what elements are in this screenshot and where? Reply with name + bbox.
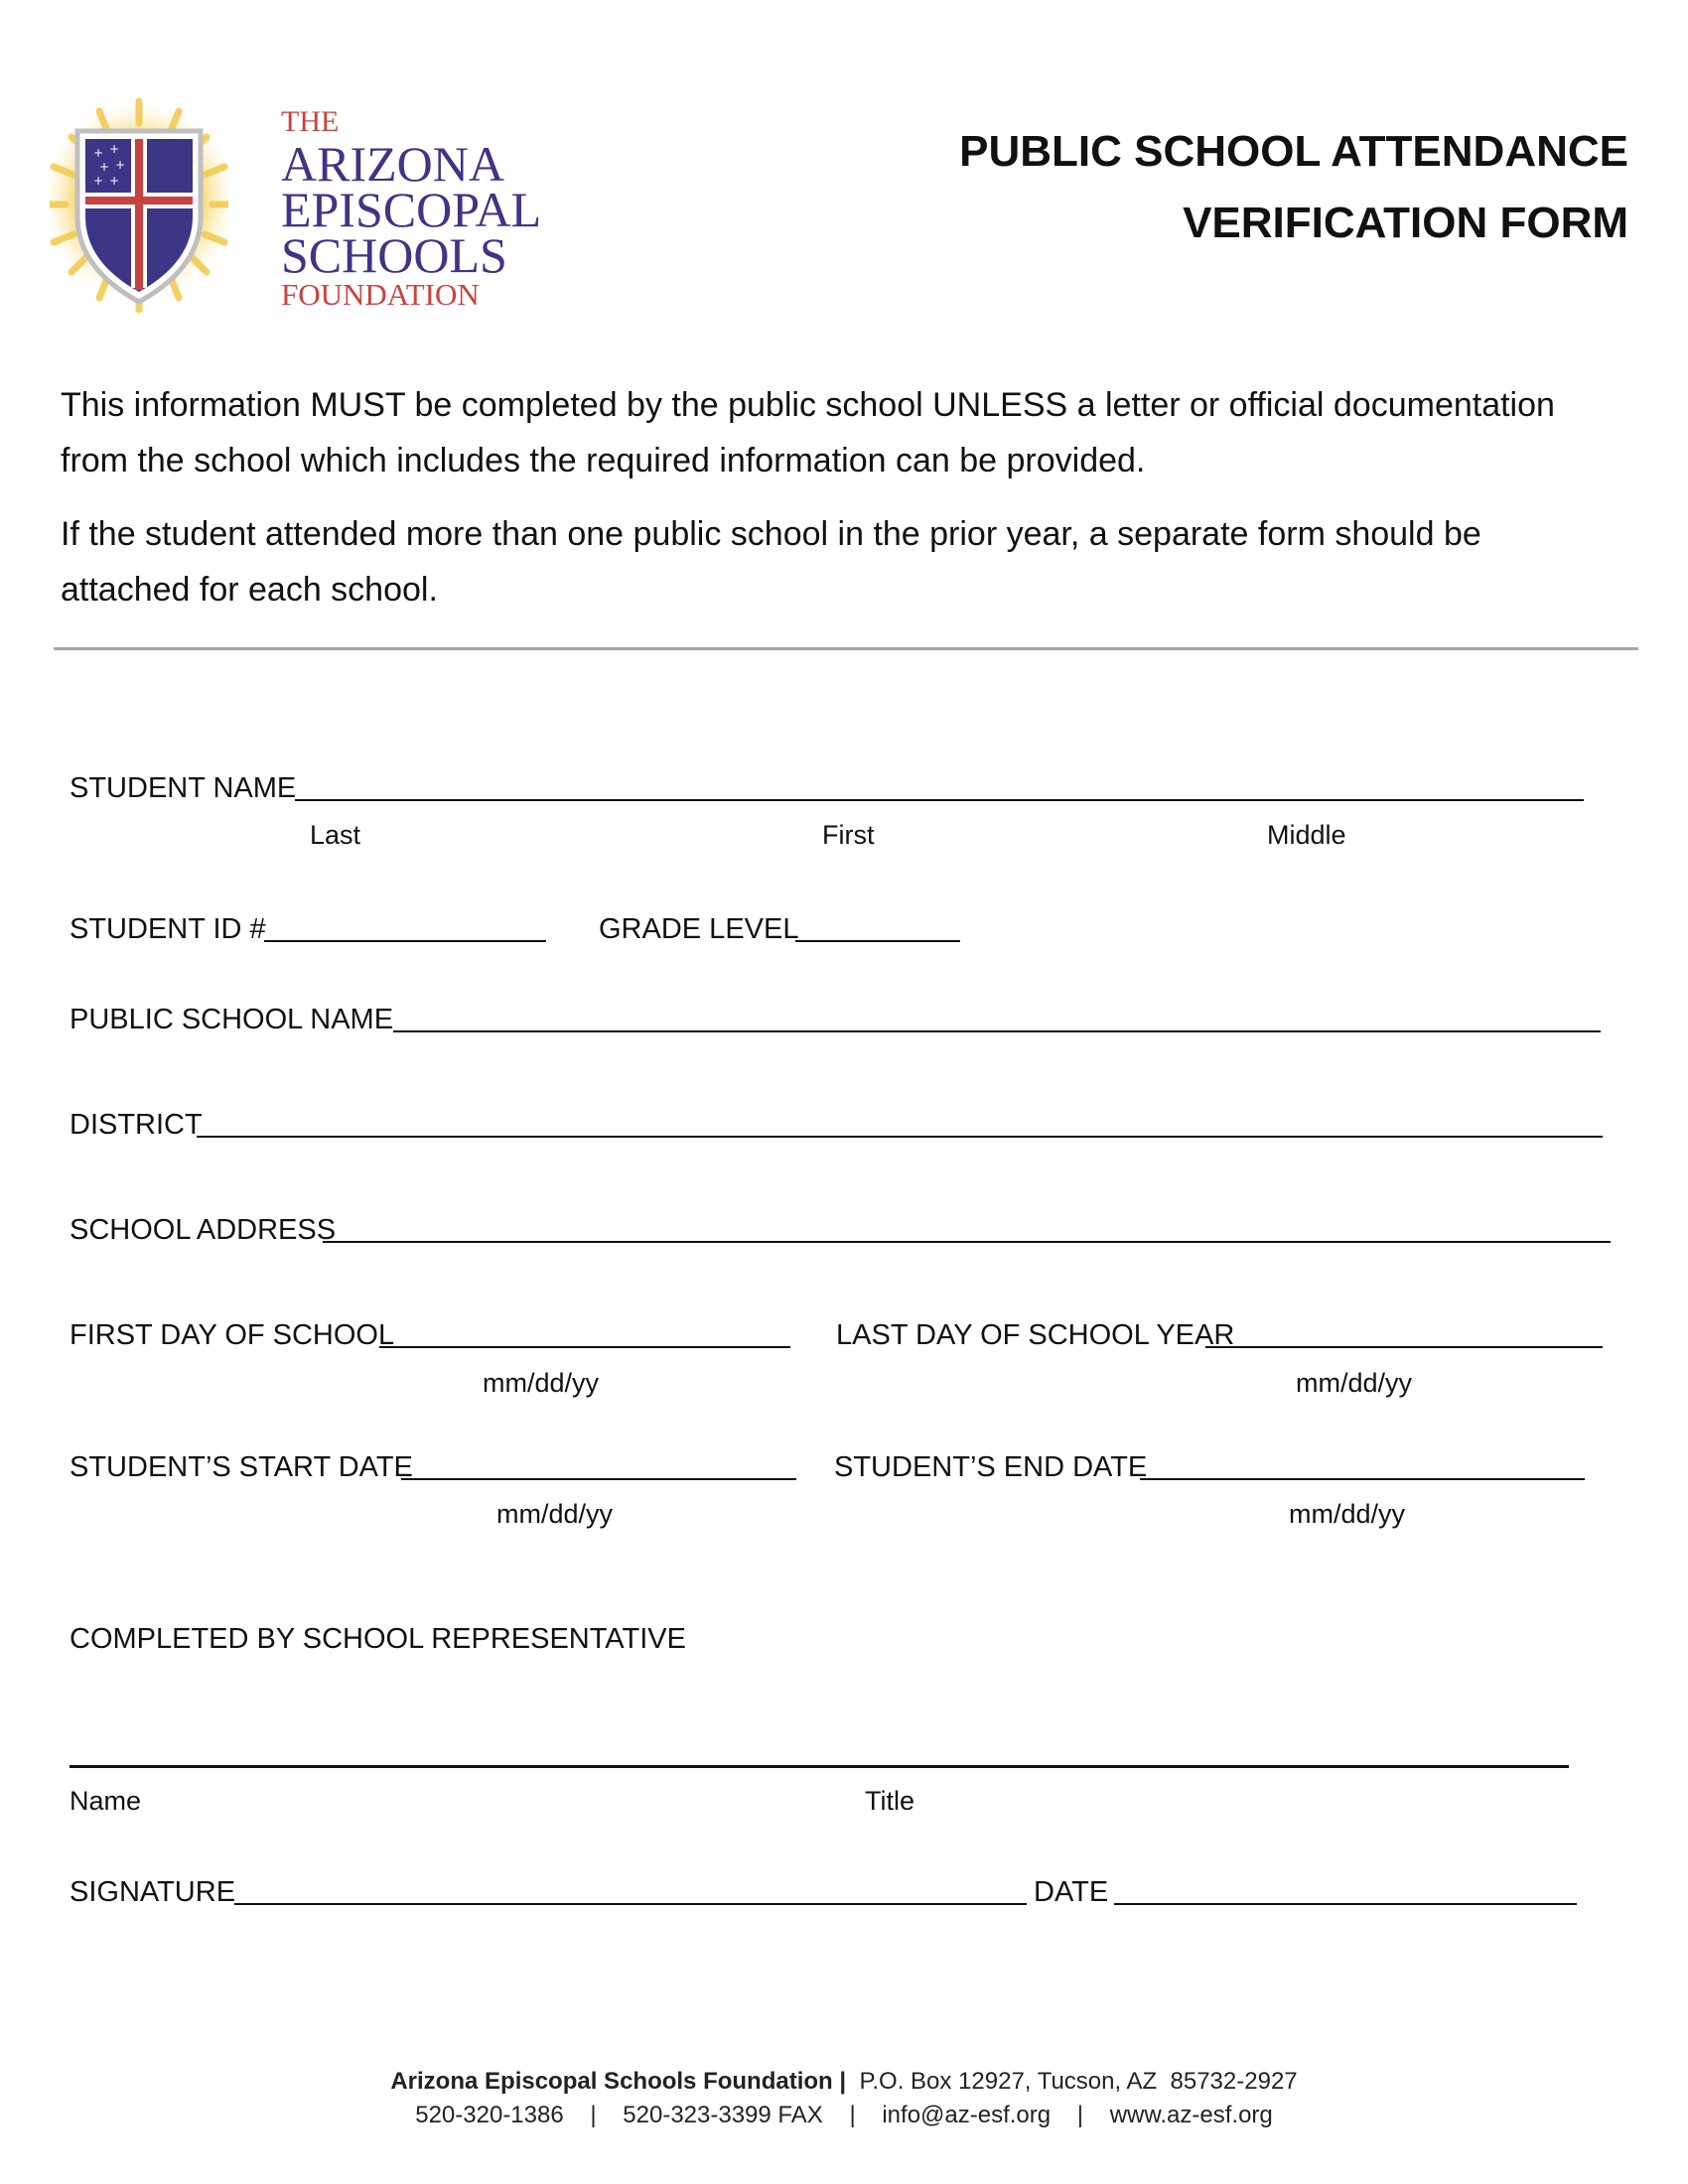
svg-text:+: + (109, 142, 120, 156)
intro-p1-line2: from the school which includes the required information can be provided. (61, 442, 1146, 479)
school-address-label: SCHOOL ADDRESS (70, 1214, 337, 1246)
footer-website-link[interactable]: www.az-esf.org (1109, 2102, 1273, 2128)
intro-p2-line2: attached for each school. (61, 571, 438, 609)
form-title-line2: VERIFICATION FORM (1183, 199, 1628, 247)
logo-schools-text: SCHOOLS (281, 227, 507, 283)
svg-text:+: + (93, 146, 104, 160)
footer-separator: | (590, 2102, 597, 2128)
intro-paragraph-1 (61, 377, 1649, 488)
start-date-format-caption: mm/dd/yy (496, 1499, 614, 1529)
footer-fax: 520-323-3399 FAX (623, 2102, 823, 2128)
end-date-format-caption: mm/dd/yy (1289, 1499, 1406, 1529)
signature-label: SIGNATURE (70, 1876, 236, 1908)
footer-line-1 (0, 2070, 1688, 2094)
school-address-field[interactable] (323, 1241, 1611, 1243)
start-date-field[interactable] (401, 1478, 796, 1480)
name-middle-caption: Middle (1267, 820, 1346, 850)
logo-the-text: THE (281, 105, 340, 138)
section-divider (54, 647, 1638, 650)
svg-text:+: + (115, 158, 126, 172)
footer-line-2 (0, 2104, 1688, 2127)
name-last-caption: Last (310, 820, 361, 850)
district-label: DISTRICT (70, 1109, 203, 1141)
last-day-format-caption: mm/dd/yy (1296, 1368, 1413, 1398)
footer-email-link[interactable]: info@az-esf.org (882, 2102, 1052, 2128)
footer-separator: | (849, 2102, 856, 2128)
last-day-label: LAST DAY OF SCHOOL YEAR (836, 1319, 1235, 1351)
svg-text:+: + (99, 160, 110, 174)
intro-p2-line1: If the student attended more than one public school in the prior year, a separate form should be (61, 515, 1481, 553)
name-first-caption: First (822, 820, 875, 850)
first-day-field[interactable] (379, 1346, 790, 1348)
footer-phone: 520-320-1386 (415, 2102, 564, 2128)
footer-separator: | (839, 2068, 847, 2095)
foundation-logo (50, 97, 542, 321)
student-id-field[interactable] (264, 940, 546, 942)
grade-level-field[interactable] (795, 940, 960, 942)
logo-episcopal-text: EPISCOPAL (281, 182, 542, 237)
student-id-label: STUDENT ID # (70, 913, 266, 945)
student-name-label: STUDENT NAME (70, 772, 297, 804)
end-date-field[interactable] (1140, 1478, 1585, 1480)
start-date-label: STUDENT’S START DATE (70, 1451, 413, 1483)
intro-p1-line1: This information MUST be completed by the public school UNLESS a letter or official documentation (61, 386, 1555, 424)
signature-date-label: DATE (1034, 1876, 1109, 1908)
svg-text:+: + (109, 174, 120, 188)
logo-arizona-text: ARIZONA (281, 136, 504, 192)
footer-org-name: Arizona Episcopal Schools Foundation (390, 2068, 833, 2095)
public-school-name-label: PUBLIC SCHOOL NAME (70, 1004, 394, 1035)
rep-name-caption: Name (70, 1786, 142, 1816)
shield-emblem-icon (50, 97, 228, 321)
signature-field[interactable] (234, 1903, 1027, 1905)
logo-foundation-text: FOUNDATION (281, 277, 480, 312)
form-title-line1: PUBLIC SCHOOL ATTENDANCE (959, 127, 1628, 176)
footer-separator: | (1076, 2102, 1084, 2128)
representative-name-title-field[interactable] (70, 1765, 1569, 1768)
end-date-label: STUDENT’S END DATE (834, 1451, 1148, 1483)
last-day-field[interactable] (1205, 1346, 1603, 1348)
completed-by-heading: COMPLETED BY SCHOOL REPRESENTATIVE (70, 1623, 686, 1655)
first-day-label: FIRST DAY OF SCHOOL (70, 1319, 395, 1351)
student-name-field[interactable] (295, 799, 1584, 801)
first-day-format-caption: mm/dd/yy (483, 1368, 600, 1398)
grade-level-label: GRADE LEVEL (599, 913, 799, 945)
signature-date-field[interactable] (1114, 1903, 1577, 1905)
public-school-name-field[interactable] (393, 1030, 1601, 1032)
footer-address: P.O. Box 12927, Tucson, AZ 85732-2927 (859, 2068, 1298, 2095)
intro-paragraph-2 (61, 506, 1649, 617)
district-field[interactable] (197, 1136, 1603, 1138)
svg-text:+: + (93, 174, 104, 188)
rep-title-caption: Title (865, 1786, 915, 1816)
